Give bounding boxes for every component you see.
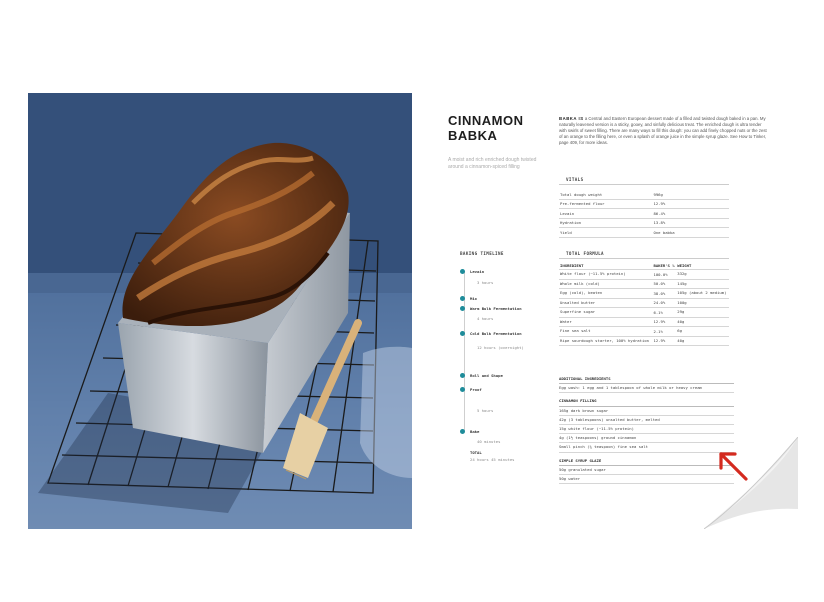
timeline-dot-icon: [460, 331, 465, 336]
glaze-heading: SIMPLE SYRUP GLAZE: [559, 457, 734, 466]
formula-row: [559, 289, 729, 299]
timeline-stage-duration: 40 minutes: [477, 439, 501, 444]
timeline-stage-duration: 4 hours: [477, 316, 494, 321]
vitals-row: [559, 209, 729, 219]
formula-row: [559, 279, 729, 289]
glaze-item: 50g granulated sugar: [559, 466, 734, 475]
formula-row: [559, 336, 729, 346]
intro-body: a Central and Eastern European dessert made of a filled and twisted dough baked in a pan. My naturally leavened version is a sticky, gooey, and sinfully delicious treat. The enriched dough is ultra tender with swirls of sweet filling. There are many ways to fill this dough: you can add finely chopped nuts or the zest of an orange to the filling here, or even a splash of orange juice in the simple syrup glaze. See How to Tinker, page 409, for more ideas.: [559, 116, 767, 145]
formula-cell: White flour (~11.5% protein): [559, 270, 653, 280]
babka-illustration: [28, 93, 412, 529]
vitals-row: [559, 218, 729, 228]
formula-cell: 29g: [676, 308, 729, 318]
timeline-dot-icon: [460, 306, 465, 311]
filling-item: 15g white flour (~11.5% protein): [559, 425, 734, 434]
timeline-total: [470, 450, 570, 462]
formula-cell: 6.1%: [653, 308, 677, 318]
page-curl-icon[interactable]: [704, 437, 798, 529]
filling-item: 165g dark brown sugar: [559, 407, 734, 416]
vitals-table: [559, 190, 729, 238]
formula-cell: 40g: [676, 336, 729, 346]
timeline-dot-icon: [460, 296, 465, 301]
timeline-heading: BAKING TIMELINE: [460, 251, 504, 256]
vitals-value: 996g: [653, 190, 730, 199]
formula-cell: 12.9%: [653, 336, 677, 346]
formula-cell: 12.9%: [653, 317, 677, 327]
formula-cell: 145g: [676, 279, 729, 289]
formula-row: [559, 308, 729, 318]
timeline-stage-name: Warm Bulk Fermentation: [470, 306, 522, 311]
timeline-stage-duration: 3 hours: [477, 280, 494, 285]
glaze-item: 50g water: [559, 475, 734, 484]
formula-rule: [559, 258, 729, 259]
recipe-title-line1: CINNAMON: [448, 113, 524, 128]
vitals-row: [559, 228, 729, 238]
vitals-heading: VITALS: [566, 177, 584, 182]
formula-row: [559, 298, 729, 308]
recipe-subtitle: A moist and rich enriched dough twisted around a cinnamon-spiced filling: [448, 157, 537, 170]
formula-cell: Superfine sugar: [559, 308, 653, 318]
formula-cell: 332g: [676, 270, 729, 280]
formula-cell: 40g: [676, 317, 729, 327]
formula-heading: TOTAL FORMULA: [566, 251, 604, 256]
timeline-stage-name: Mix: [470, 296, 478, 301]
vitals-row: [559, 190, 729, 199]
formula-row: [559, 327, 729, 337]
vitals-label: Hydration: [559, 218, 653, 228]
recipe-title-line2: BABKA: [448, 128, 498, 143]
vitals-label: Yield: [559, 228, 653, 238]
timeline-total-label: TOTAL: [470, 450, 482, 455]
formula-cell: Ripe sourdough starter, 100% hydration: [559, 336, 653, 346]
formula-row: [559, 317, 729, 327]
timeline-line: [464, 271, 465, 431]
recipe-intro: [559, 116, 768, 146]
timeline-stage-duration: 12 hours (overnight): [477, 345, 524, 350]
vitals-label: Total dough weight: [559, 190, 653, 199]
vitals-value: 13.8%: [653, 218, 730, 228]
timeline-stage-name: Bake: [470, 429, 480, 434]
formula-cell: Whole milk (cold): [559, 279, 653, 289]
formula-column-header: INGREDIENT: [559, 261, 653, 270]
filling-item: 42g (3 tablespoons) unsalted butter, melted: [559, 416, 734, 425]
timeline-total-value: 24 hours 45 minutes: [470, 457, 515, 462]
formula-cell: Fine sea salt: [559, 327, 653, 337]
formula-cell: 100.0%: [653, 270, 677, 280]
filling-item: 4g (1½ teaspoons) ground cinnamon: [559, 434, 734, 443]
vitals-row: [559, 199, 729, 209]
timeline-stage-name: Roll and Shape: [470, 373, 503, 378]
timeline-dot-icon: [460, 373, 465, 378]
formula-column-header: BAKER'S %: [653, 262, 675, 268]
vitals-label: Pre-fermented flour: [559, 199, 653, 209]
timeline-stage-duration: 5 hours: [477, 408, 494, 413]
formula-cell: 105g (about 2 medium): [676, 289, 729, 299]
timeline-stage-name: Proof: [470, 387, 482, 392]
timeline-stage-name: Cold Bulk Fermentation: [470, 331, 522, 336]
timeline-dot-icon: [460, 269, 465, 274]
formula-cell: Unsalted butter: [559, 298, 653, 308]
babka-photo: [28, 93, 412, 529]
additional-heading: ADDITIONAL INGREDIENTS: [559, 375, 734, 384]
formula-cell: Water: [559, 317, 653, 327]
arrow-up-left-icon: [721, 454, 746, 479]
timeline-dot-icon: [460, 429, 465, 434]
formula-column-header: WEIGHT: [676, 261, 729, 270]
vitals-label: Levain: [559, 209, 653, 219]
formula-cell: 38.0%: [653, 289, 677, 299]
formula-cell: 24.0%: [653, 298, 677, 308]
filling-heading: CINNAMON FILLING: [559, 397, 734, 406]
vitals-value: 86.4%: [653, 209, 730, 219]
formula-cell: 2.1%: [653, 327, 677, 337]
intro-lead: BABKA IS: [559, 116, 584, 121]
vitals-value: One babka: [653, 228, 730, 238]
additional-item: Egg wash: 1 egg and 1 tablespoon of whole milk or heavy cream: [559, 384, 734, 393]
vitals-value: 12.9%: [653, 199, 730, 209]
formula-cell: Egg (cold), beaten: [559, 289, 653, 299]
formula-cell: 50.0%: [653, 279, 677, 289]
formula-cell: 100g: [676, 298, 729, 308]
vitals-rule: [559, 184, 729, 185]
filling-item: Small pinch (¼ teaspoon) fine sea salt: [559, 443, 734, 452]
recipe-title: [448, 113, 558, 143]
formula-cell: 6g: [676, 327, 729, 337]
timeline-stage-name: Levain: [470, 269, 485, 274]
timeline-dot-icon: [460, 387, 465, 392]
formula-table: [559, 261, 729, 346]
formula-row: [559, 270, 729, 280]
